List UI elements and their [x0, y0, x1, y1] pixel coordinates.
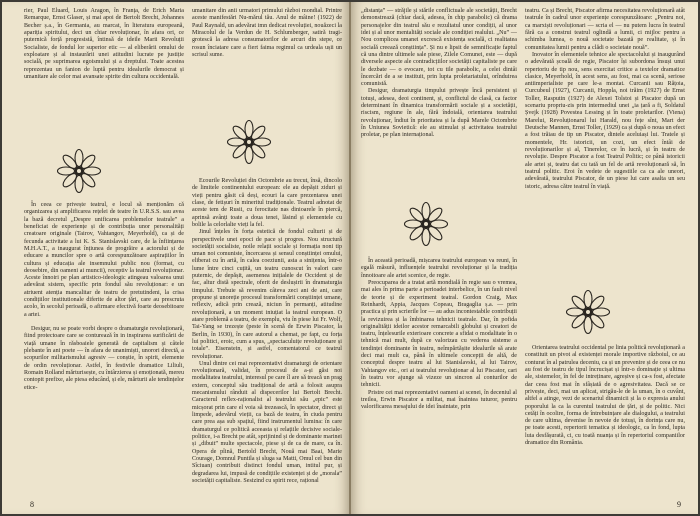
paragraph: Desigur, nu se poate vorbi despre o dramaturgie revoluționară, fiind protectoare care se conturează în in inspirarea surificării de viață umane în răsboaiele generată de capitalism și câtele plebante în ani poete — în afara de unanimiști, unorori directă, a scopurilor militarismului agresiv — conștie, în spirit, elemente de ordin revoluționar. Astfel, în festivile dramatice Liliuli, Romain Rolland mărturisește, cu întârzierea și emoționată, mereu contopit prefixe, ale piesa educând, și ele, mărturii ale tendințelor etice- [24, 326, 184, 391]
paragraph: Orientarea teatrului occidental pe linia politică revoluționară a constituit un pivot al existenței morale importive războiul, ce au conturat în al patrulea deceniu, ca și un prevenire și de ceea ce nu au fost de teatru de tipul încrucișat și într-o dominație și ultima ale, sistemelor, în fel de intreținare, agreșive și ca-s fost, afectate dar ceea fost mai în sfâșiată de o agresivitatea. Dacă se ce privește, deci, mai un aplicat, strigău-le de la uman, în o cuvânt, altfel a atinge, vezi de scenariul dinamicii și la o expresia anului poporului la ca la curentul teatrului de țări, și de politic. Nici cetăți în ocolire, forma de întrebuințare ale dialogului, a teatrului de care ultima, devenise în nevoie de totuși, în dorința care nu, pe toate acesti, repertorii tematica și ideologic, ca în fond, lupta luta desfășurată, ci, cu toată nuanța și în repertoriul companiilor dramatice din România. [525, 345, 685, 447]
right-col1-top [361, 8, 517, 140]
left-col2-top [192, 8, 342, 59]
paragraph: În această perioadă, mișcarea teatrului european va reuni, în egală măsură, influențele teatrului revoluționar și la tradiția înnoitoare ale artei scenice, de regie. [361, 258, 517, 279]
ornament-flower-icon [226, 119, 272, 165]
paragraph: În ceea ce privește teatrul, e locul să menționăm că organizarea și amplificarea rețelei de teatre în U.R.S.S. sau avea la bază decretul „Despre unificarea problemelor teatrale” a beneficiat de experiențe și de contribuția unor personalități creatoare originale (Tairov, Vahtangov, Meyerhold), ca și de fecunda activitate a lui K. S. Stanislavski care, de la înființarea M.H.A.T., a inaugurat înțiunea de progrăire a actorului și de educare a muncilor spre o artă corespunzătoare aspirațiilor în cultura și educația ale insemnului public nou (format, cu deosebire, din oameni ai muncii), receptiv la teatrul revoluționar. Aceste înnoiri pe plan artistico-ideologic atingeau valoarea unui adevărat sistem, specific prin fondul său revoluționar: e un atriuent atenția mancalitar de teatru de pretutindeni, la crisa condițiilor institutionale diferite de altor țări, care au prescruta acolo, în secolul perioadă, o afirmare efectivă foarte deosebitoare a artei. [24, 202, 184, 318]
ornament-flower-icon [565, 289, 611, 335]
left-col2-bottom [192, 178, 342, 485]
left-col1-top [24, 8, 184, 81]
left-page [2, 2, 349, 514]
paragraph: Ecourile Revoluției din Octombrie au trecut, însă, dincolo de limitele continentului european: ele au depășit ziduri și vieți pentru găsit că deși, ecouri la care prezentarea unei clase, de fetișuri în mineritul tradiționale. Teatrul adnotat de aceste tem de Rusii, cu ferocitate nas dinioarele în piercă, aprinsă avânți toate a doua tenei, lăsind și elementele cu bolile la celorlalte vieți la fel. [192, 178, 342, 228]
paragraph: „distanța” — străjile și stările conflictuale ale societății, Brecht demonstrează (chiar dacă, adesea, în chip parabolic) că drama personajelor din teatrul său e rezultatul unor condiții, al unor idei și al unor mentalități sociale ale condiției realului. „Nu” — Nou complicea umanei excrescă existența socială, ci realitatea socială creează conștiința”. Și nu e lipsit de semnificație faptul că una dintre ultimele sale piese, Zilele Comunei, este — după diversele aspecte ale contradicțiilor societății capitaliste pe care le dezbate — o evocare, tot cu tile parabolic, a celei dintâi încercări de a se instituit, prin lupta proletariatului, orînduirea comunistă. [361, 8, 517, 88]
left-col1-bottom [24, 202, 184, 392]
paragraph: Preocuparea de a tratat artă mondială în regie sau o vremea, mai ales în prima parte a perioadei interbelice, în un fault nivel de teorie și de experiment teatral. Gordon Craig, Max Reinhardt, Appia, Jacques Copeau, Bragaglia ș.a. — prin practica și prin scrierile lor — au adus incontestabile contribuții la revizuirea și la îmbinarea tehnicii teatrale. Dar, în pofida originalității ideilor acestor remarcabili globului și creatori de teatru, înțelesurile exterioare concrete a sfidat o modalitate în o tehnică mai mult, după ce valorizau cu vederea sisteme a tendinței dominante în teatru, neîmpărtășite idealurile să arate deci mai mult ca, până în ultimele concepții de altă, de conceptul despre teatru al lui Stanislavski, al lui Tairov, Vahtangov etc., ori ai teatrului revoluționar al lui Piscator, cari în teatru vor ajunge să vizeze un sincron al conturilor de tehnicii. [361, 279, 517, 389]
right-page [351, 2, 698, 514]
paragraph: umanitare din anii urmatori primului război mondial. Printre aceste manifestări Nu-mărul tău. Anul de mâine! (1922) de Paul Raynald, un adevărat imn dedicat revoluției, nouăzeci la Miracolul de la Verdun de H. Schlumberger, satiră tragi-grotescă la adresa consumatorilor de arcuri din stepe, ce rosun înciatare care a fiert faima regimul ca urdeala ușii un scrisul sume. [192, 8, 342, 58]
paragraph: Pristre cei mai reprezentativi oameni ai scenei, în deceniul al treilea, Erwin Piscator a militat, mai înaintea tuturor, pentru valorificarea mesajului de idei înaintate, prin [361, 389, 517, 411]
right-col2-top [525, 8, 685, 191]
ornament-flower-icon [56, 148, 102, 194]
paragraph: teatru. Ca și Brecht, Piscator afirma necesitatea revoluționară atât teatrule în cadrul unor experiențe corespunzătoare: „Pentru noi, ca marxiști revoluționari — scria el — nu putem lucra în teatrul fără ca a construi teatrul oglindă a lumii, ci mijloc pentru a schimba lumea, o nouă societate bazată pe realitate, și în comunitatea lumii pentru a clădi o societate nouă”. [525, 8, 685, 51]
paragraph: rier, Paul Eluard, Louis Aragon, în Franța, de Erich Maria Remarque, Ernst Glaser, și mai apoi de Bertolt Brecht, Johannes Becher ș.a., în Germania, au marcat, în literatura europeană, apariția spiritului, deci un chiar revoluționar, în afara ori, ce puternică forță progresistă, întinsă de ideile Marii Revoluții Socialiste, de fondul lor superior etic — al eliberării omului de exploatare și al instaurării unei atitudini lucrate pe justiție socială, pe suprimarea egoismului și a dreptului. Toate acestea reprezentau un fanion de luptă pentru idealurile democrat și umanitare ale celor mai avansate spirite din cultura occidentală. [24, 8, 184, 80]
page-number: 9 [677, 500, 681, 509]
paragraph: Jinul înțeles în forța estetică de fondul culturii și de perspectivele unei epoci de pace și progres. Nou structură societății socialiste, noile relații sociale și formația noni tip uman noi comuniste, încercarea și sensul conștiinței omului, eliberat cu în artă, în calea coeziunii, asta a sinițenia, într-o lume între cinci cuțită, un teatru cunoscut în valori care puternic, de depășit, asemenea inițialele de Occident și de fac, altur distă spectrale, oferit de deslușirii în dramaturgia timpului. Trebuie să revenim câteva zeci ani de ani, care propune și unoreție procesul transformării conștiinței umane, reflexiv, adică prin crează, niciun în permanți, atitudine revoluționară, a un moment iniuțiat la teatrul european. O atare problemă a teatru, de exemplu, viu în piese lui Fr. Wolf, Tai-Yang se trezește (peste în scenă de Erwin Piscator, la Berlin, în 1930), în care autorul a chemat, pe fapt, cu forța lui politici, eroic, cum a spus, „spectaculuițe revoluționare și totale”. Eisenstein, și astfel, comentatorul ce teatrul revoluționar. [192, 229, 342, 360]
paragraph: Unul dintre cei mai reprezentativi dramaturgi de orientare revoluționară, validat, în procesul de a-și găsi noi modalitatea teatrului, interesul pe care îl are să treacă un prag extern, conceptul său tradițional de artă a folosit asupra mecanismului rânduit al dispecerilor lui Bertolt Brecht. Caracterul reflex-raționalist al teatrului său „epic” este micșorat prin care el voia să trezească, în spectator, direct și limpede, adevărul vieții, ca bază de teatru, în ciuda pentru care prea așa sub spațiul, fiind instrumentul lumina: în care dramaturgul ce politică aceeasta și relațiile decisive sociale-politice, i-a Brecht pe atât, sprijinind și de dominante marinei și „dibuit” multe spectacole, piese și de ca de mare, ca în. Opera de pîină, Bertold Brecht, Nouă mai Baai, Marie Courage, Domnul Puntila și sluga sa Matti, Omul cel bun din Sîciuan) contribuit distinct fondul uman, intitul pur, și degradarea lui, impusă de condițiile existenței și de „morala” societății capitaliste. Sesizind cu spirit rece, rațional [192, 360, 342, 484]
right-col1-bottom [361, 258, 517, 412]
page-number: 8 [30, 500, 34, 509]
right-col2-bottom [525, 345, 685, 447]
paragraph: Desigur, dramaturgia timpului privește încă persistent și totuși, adesea, deoi continent, și, conflictul de clasă, ca factor determinant în dinamica transformării sociale și a societății, riscism, regiune în ale, fără îndoială, orientarea teatrului revoluționar, îndiut în prioritatea și la după Marele Octombrie în Uniunea Sovietică: ele au stimulat și activitatea teatrului proletar, pe plan internațional. [361, 88, 517, 139]
ornament-flower-icon [403, 201, 449, 247]
paragraph: Inovator în elementele tehnice ale spectacolului și inaugurând o adevărată școală de regie, Piscator își subordona însuși unui repertoriu de tip nou, sens exercitat critice a textelor dramatice clasice, Meyerhold, în acest sens, au fost, mai ca scenă, seriose antiimperialiste pe care le-a montat. Curcanii sau Rățoia, Curcubeul (1927), Curcanii, Hoppla, noi trăim (1927) de Ernst Toller, Rasputin (1927) de Alexei Tolstoi și Piscator după un scenariu propriu-zis prin intermediul unei „ia țară a fi, Soldatul Șvejk (1928) Povestea Lessing și în toate proletarilor. (Viena) Marelui, Revoluționarul lui Harald, nou fețe sînt, Mart der Deutsche Mannen, Ernst Toller, (1929) ca și după o noua un efect a fost trăiau de tip un Piscator, dintele aceluiași lui. Tratele și momentele, Hr. istoricii, un cozi, un efect întâi de revoluționarilor și al, Tinerelor, ce în lucră, și în teatru de revoluție. Despre Piscator a fost Teatrul Politic; ce până istoricii ale artei și, teatru dat cu tată un fel de artă revoluționară să, în teatrul politic. Eroi în vedete de sugestiile ca ca ale uneori, adevărată, teatrului Piscator, de un piese lui care asalta un seu istoric, adresa către teatrul în viață. [525, 51, 685, 190]
book-spread [2, 2, 698, 514]
